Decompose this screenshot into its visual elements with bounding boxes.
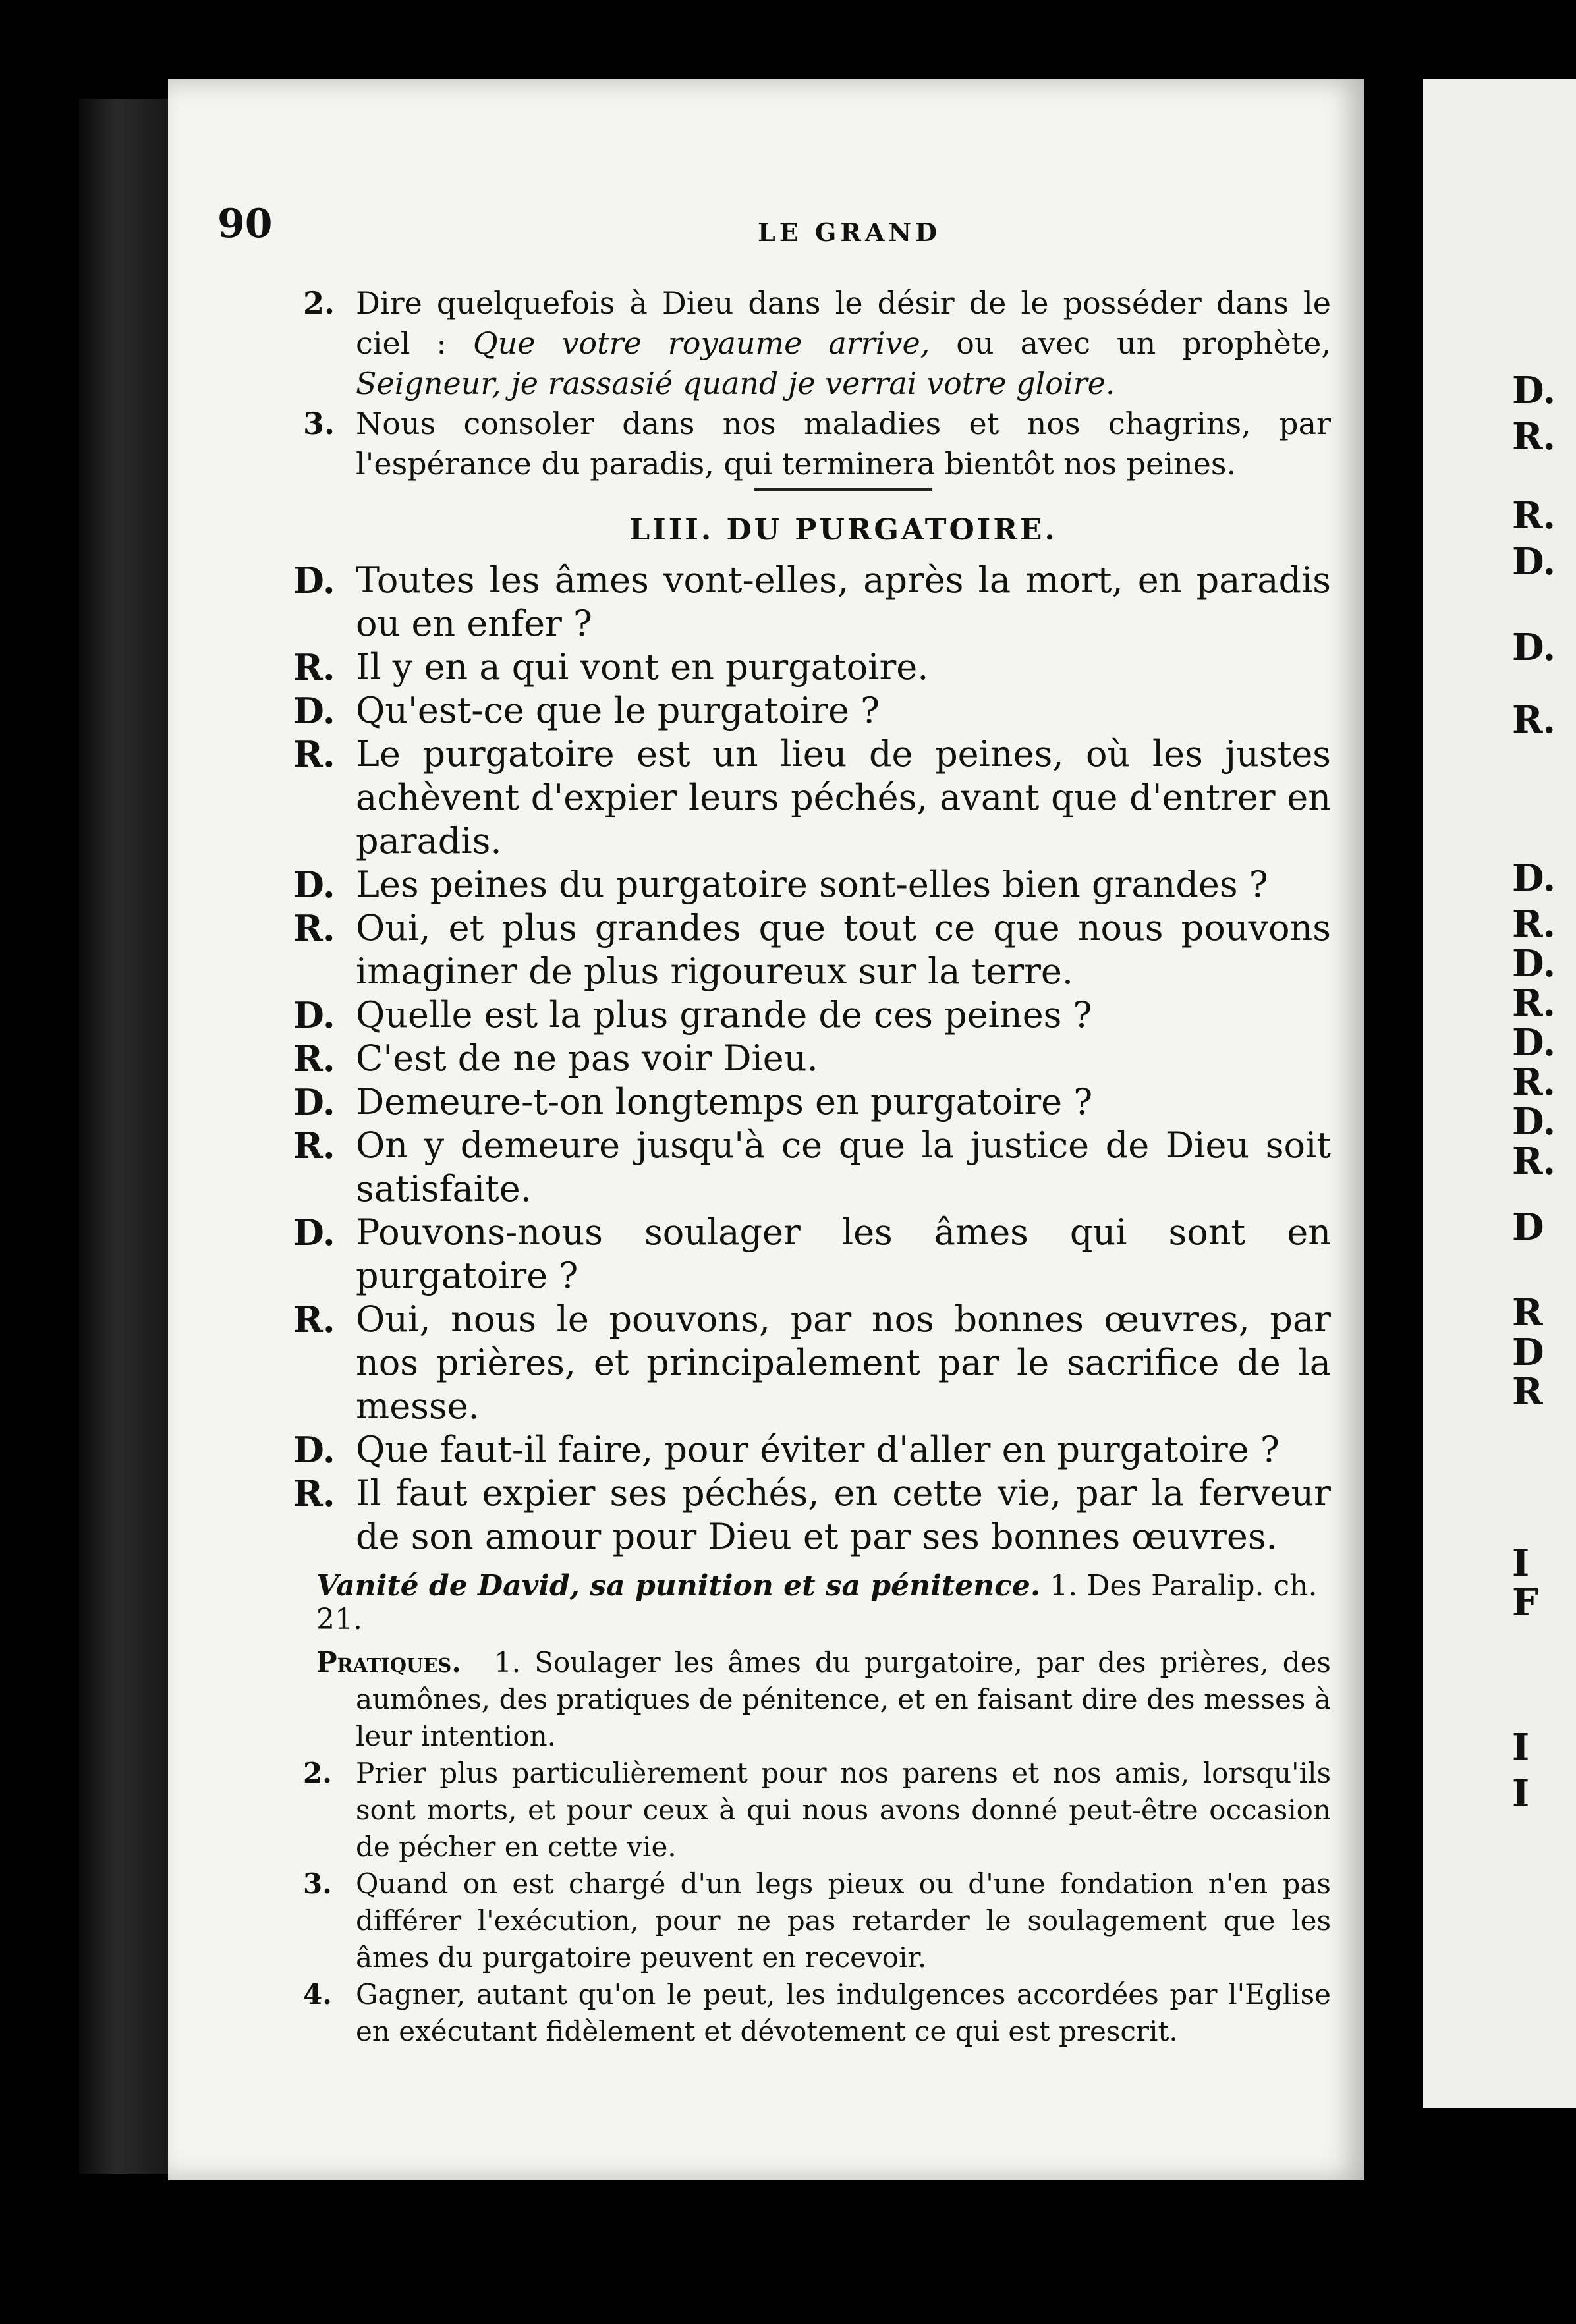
facing-page-label: R <box>1512 1370 1543 1414</box>
catechism-list <box>293 559 1331 1559</box>
item-number: 3. <box>303 1868 332 1900</box>
intro-item: 3. Nous consoler dans nos maladies et nos chagrins, par l'espérance du paradis, qui terminera bientôt nos peines. <box>356 404 1331 484</box>
running-head: LE GRAND <box>758 217 942 247</box>
qa-label: R. <box>293 1298 335 1341</box>
qa-text: Les peines du purgatoire sont-elles bien grandes ? <box>356 864 1268 905</box>
facing-page-label: I <box>1512 1541 1530 1585</box>
qa-label: D. <box>293 994 335 1036</box>
facing-page-label: R. <box>1512 415 1556 458</box>
qa-text: Pouvons-nous soulager les âmes qui sont en purgatoire ? <box>356 1211 1331 1296</box>
answer <box>293 646 1331 689</box>
page-body <box>293 283 1331 2050</box>
question <box>293 1211 1331 1298</box>
facing-page-label: D. <box>1512 540 1556 584</box>
facing-page-label: R. <box>1512 1061 1556 1104</box>
facing-page-label: D. <box>1512 369 1556 412</box>
qa-text: Quelle est la plus grande de ces peines ? <box>356 994 1092 1036</box>
question <box>293 993 1331 1037</box>
item-number: 3. <box>303 406 335 441</box>
facing-page-label: I <box>1512 1726 1530 1769</box>
section-title: LIII. DU PURGATOIRE. <box>629 513 1057 547</box>
qa-text: Toutes les âmes vont-elles, après la mort, en paradis ou en enfer ? <box>356 559 1331 644</box>
facing-page-label: R. <box>1512 902 1556 946</box>
qa-label: D. <box>293 1429 335 1471</box>
facing-page-label: D <box>1512 1205 1544 1249</box>
question <box>293 1428 1331 1472</box>
pratiques-item: Pratiques. 1. Soulager les âmes du purgatoire, par des prières, des aumônes, des pratiques de pénitence, et en faisant dire des messes à leur intention. <box>356 1644 1331 1755</box>
facing-page-label: R. <box>1512 698 1556 742</box>
answer <box>293 906 1331 993</box>
qa-label: R. <box>293 733 335 775</box>
qa-label: R. <box>293 1472 335 1514</box>
facing-page-label: R <box>1512 1291 1543 1335</box>
facing-page-label: D. <box>1512 1021 1556 1065</box>
qa-label: R. <box>293 646 335 688</box>
pratiques-item <box>303 1866 1331 1976</box>
qa-text: Il y en a qui vont en purgatoire. <box>356 646 929 688</box>
facing-page-label: I <box>1512 1772 1530 1815</box>
facing-page-label: D <box>1512 1331 1544 1374</box>
qa-text: Le purgatoire est un lieu de peines, où les justes achèvent d'expier leurs péchés, avant que d'entrer en paradis. <box>356 733 1331 862</box>
facing-page-label: R. <box>1512 1140 1556 1183</box>
answer <box>293 1472 1331 1559</box>
facing-page-label: D. <box>1512 942 1556 985</box>
qa-label: R. <box>293 907 335 949</box>
qa-text: Il faut expier ses péchés, en cette vie, par la ferveur de son amour pour Dieu et par ses bonnes œuvres. <box>356 1472 1331 1557</box>
qa-text: On y demeure jusqu'à ce que la justice de Dieu soit satisfaite. <box>356 1124 1331 1209</box>
qa-text: Qu'est-ce que le purgatoire ? <box>356 690 880 731</box>
facing-page-label: D. <box>1512 1100 1556 1144</box>
facing-page-label: D. <box>1512 856 1556 900</box>
qa-label: R. <box>293 1038 335 1080</box>
answer <box>293 1298 1331 1428</box>
item-number: 2. <box>303 285 335 321</box>
qa-text: Oui, nous le pouvons, par nos bonnes œuvres, par nos prières, et principalement par le sacrifice de la messe. <box>356 1298 1331 1427</box>
pratiques-list <box>303 1755 1331 2050</box>
pratiques-item <box>303 1976 1331 2050</box>
item-number: 4. <box>303 1978 332 2010</box>
qa-label: D. <box>293 559 335 601</box>
question <box>293 559 1331 646</box>
citation-reference: 1. Des Paralip. ch. 21. <box>316 1569 1318 1636</box>
pratiques-text: Quand on est chargé d'un legs pieux ou d'une fondation n'en pas différer l'exécution, pour ne pas retarder le soulagement que les âmes du purgatoire peuvent en recevoir. <box>356 1868 1331 1974</box>
answer <box>293 1037 1331 1080</box>
qa-label: D. <box>293 864 335 906</box>
page-number: 90 <box>217 201 273 247</box>
facing-page-edge <box>1423 79 1576 2108</box>
facing-page-label: R. <box>1512 494 1556 538</box>
question <box>293 689 1331 733</box>
qa-text: Demeure-t-on longtemps en purgatoire ? <box>356 1081 1093 1122</box>
qa-label: D. <box>293 690 335 732</box>
pratiques-label: Pratiques. <box>316 1646 461 1678</box>
citation <box>316 1569 1331 1636</box>
question <box>293 1080 1331 1124</box>
intro-item: 2. Dire quelquefois à Dieu dans le désir de le posséder dans le ciel : Que votre royaume arrive, ou avec un prophète, Seigneur, je rassasié quand je verrai votre gloire. <box>356 283 1331 404</box>
pratiques-item <box>303 1755 1331 1866</box>
facing-page-label: D. <box>1512 626 1556 669</box>
qa-text: Oui, et plus grandes que tout ce que nous pouvons imaginer de plus rigoureux sur la terre. <box>356 907 1331 992</box>
pratiques-text: Prier plus particulièrement pour nos parens et nos amis, lorsqu'ils sont morts, et pour ceux à qui nous avons donné peut-être occasion de pécher en cette vie. <box>356 1757 1331 1863</box>
qa-text: Que faut-il faire, pour éviter d'aller en purgatoire ? <box>356 1429 1280 1470</box>
answer <box>293 733 1331 863</box>
qa-label: R. <box>293 1124 335 1167</box>
answer <box>293 1124 1331 1211</box>
qa-label: D. <box>293 1081 335 1123</box>
qa-text: C'est de ne pas voir Dieu. <box>356 1038 818 1079</box>
item-number: 2. <box>303 1757 332 1789</box>
book-spine <box>79 99 171 2174</box>
section-rule <box>754 488 932 491</box>
question <box>293 863 1331 906</box>
citation-title: Vanité de David, sa punition et sa pénitence. <box>316 1569 1041 1603</box>
facing-page-label: R. <box>1512 982 1556 1025</box>
qa-label: D. <box>293 1211 335 1254</box>
pratiques-text: Gagner, autant qu'on le peut, les indulgences accordées par l'Eglise en exécutant fidèlement et dévotement ce qui est prescrit. <box>356 1978 1331 2047</box>
facing-page-label: F <box>1512 1581 1538 1624</box>
